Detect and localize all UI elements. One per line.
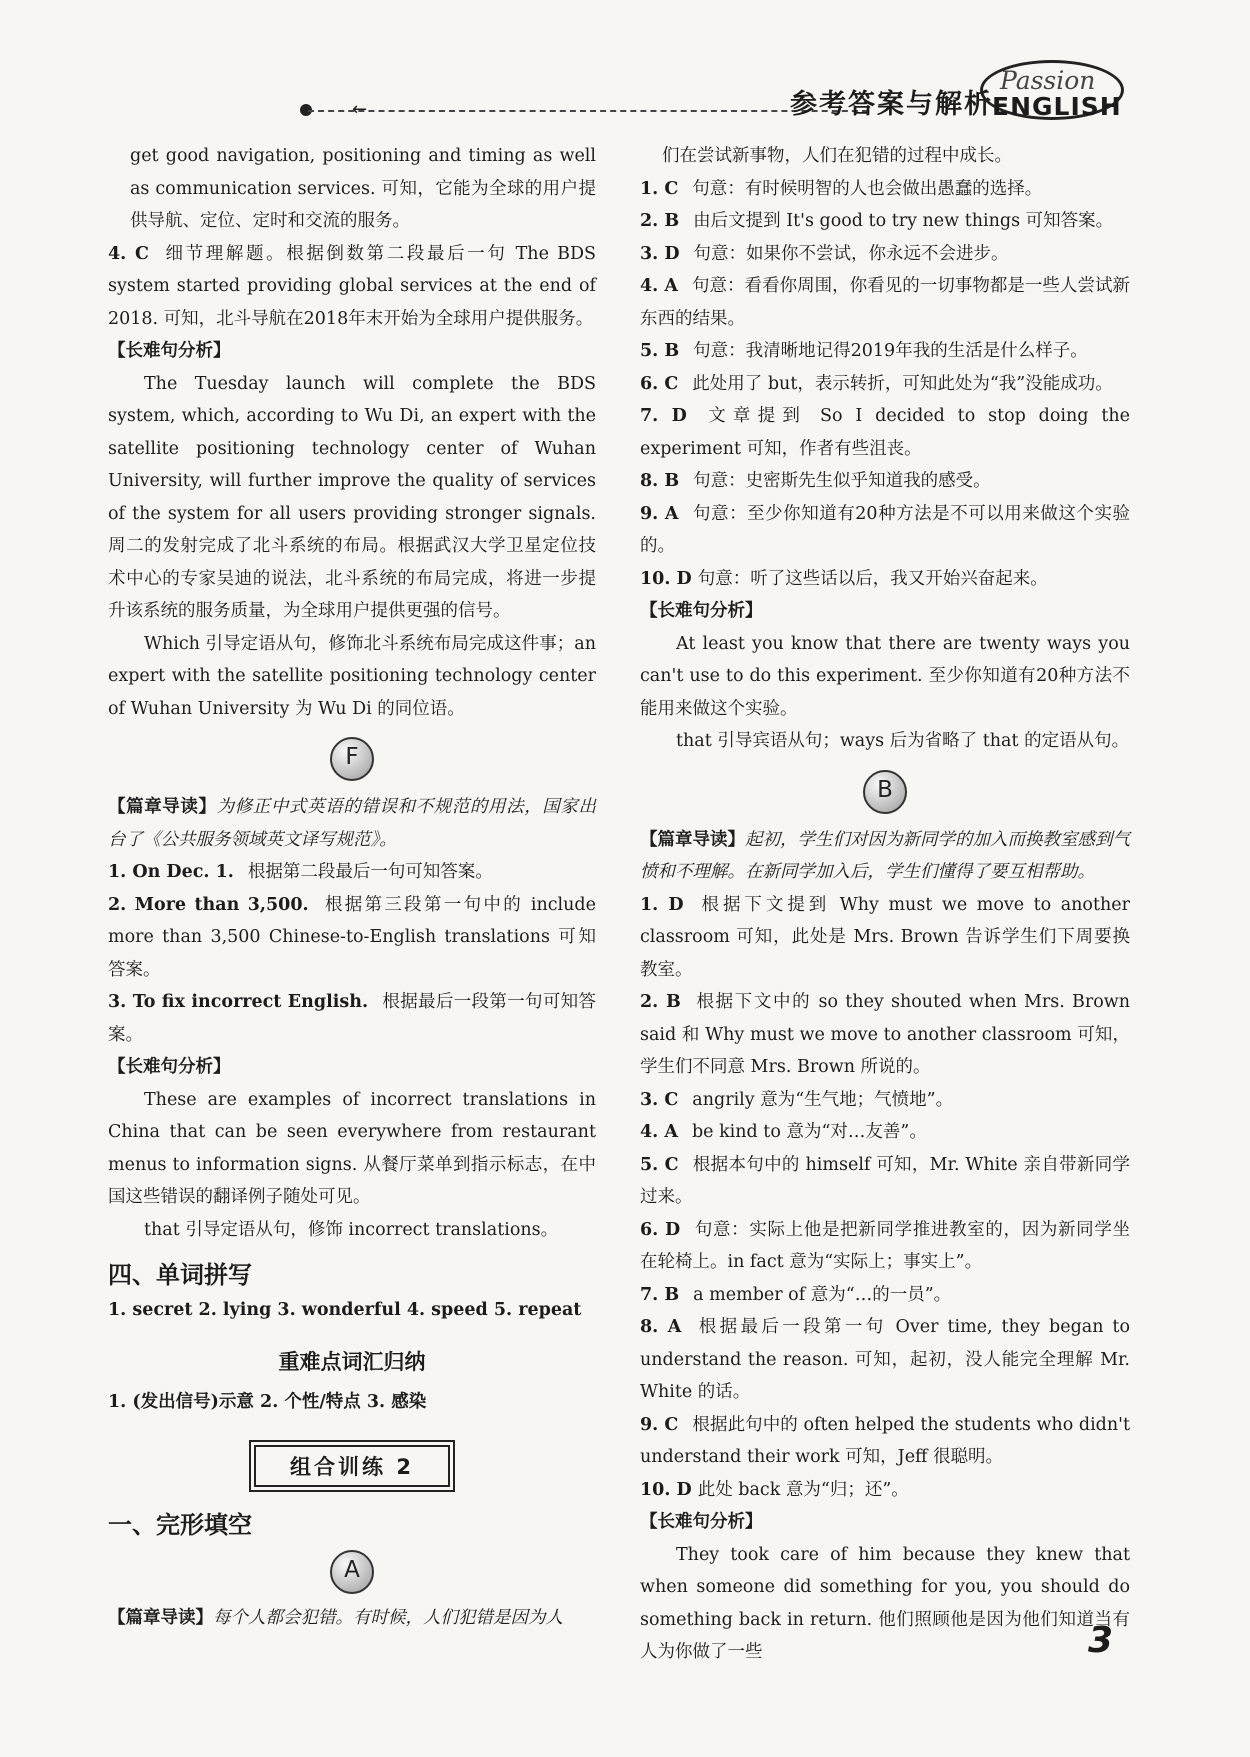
analysis-paragraph: They took care of him because they knew that when someone did something for you, you should do something back in return. 他们照顾他是因为他们知道当有人为你做了一些	[640, 1544, 1130, 1662]
training-box-title: 组合训练 2	[254, 1445, 450, 1487]
answer-number: 3. C	[640, 1089, 679, 1110]
answer-text: 此处 back 意为“归；还”。	[697, 1479, 909, 1500]
answer-number: 10. D	[640, 1479, 692, 1500]
answer-number: 1. C	[640, 178, 679, 199]
answer-text: 句意：如果你不尝试，你永远不会进步。	[693, 243, 1009, 264]
answer-number: 2. More than 3,500.	[108, 894, 309, 915]
answer-text: 句意：我清晰地记得2019年我的生活是什么样子。	[693, 341, 1088, 361]
intro-label: 【篇章导读】	[640, 829, 745, 850]
answer-item	[108, 889, 596, 987]
answer-text: 根据下文提到 Why must we move to another classroom 可知，此处是 Mrs. Brown 告诉学生们下周要换教室。	[640, 894, 1130, 980]
training-box	[108, 1440, 596, 1492]
answer-number: 8. B	[640, 471, 680, 491]
answer-item	[640, 986, 1130, 1084]
answer-number: 9. A	[640, 503, 679, 524]
answer-number: 4. C	[108, 243, 149, 264]
answer-number: 2. B	[640, 211, 680, 231]
answer-number: 5. B	[640, 341, 680, 361]
intro-text: 为修正中式英语的错误和不规范的用法，国家出台了《公共服务领域英文译写规范》。	[108, 797, 596, 850]
chapter-intro	[108, 1602, 596, 1635]
answer-text: 细节理解题。根据倒数第二段最后一句 The BDS system started providing global services at the end of 2018. 可知，北斗导航在2018年末开始为全球用户提供服务。	[108, 243, 596, 329]
answer-item	[640, 498, 1130, 563]
brand-top-text: Passion	[1000, 66, 1096, 95]
section-badge	[640, 758, 1130, 824]
answer-text: 句意：听了这些话以后，我又开始兴奋起来。	[697, 568, 1048, 589]
answer-text: 句意：实际上他是把新同学推进教室的，因为新同学坐在轮椅上。in fact 意为“实际上；事实上”。	[640, 1219, 1130, 1272]
answer-number: 1. On Dec. 1.	[108, 862, 234, 882]
analysis-paragraph: The Tuesday launch will complete the BDS system, which, according to Wu Di, an expert with the satellite positioning technology center of Wuhan University, will further improve the quality of services of the system for all users providing stronger signals. 周二的发射完成了北斗系统的布局。根据武汉大学卫星定位技术中心的专家吴迪的说法，北斗系统的布局完成，将进一步提升该系统的服务质量，为全球用户提供更强的信号。	[108, 373, 596, 621]
answer-number: 6. C	[640, 373, 679, 394]
answer-item	[640, 173, 1130, 206]
answer-text: be kind to 意为“对…友善”。	[691, 1122, 927, 1142]
answer-item	[640, 1311, 1130, 1409]
answer-item	[640, 1474, 1130, 1507]
section-badge	[108, 725, 596, 791]
vocab-heading: 重难点词汇归纳	[278, 1350, 426, 1374]
answer-item	[640, 400, 1130, 465]
answer-number: 8. A	[640, 1317, 682, 1337]
answer-text: 句意：看看你周围，你看见的一切事物都是一些人尝试新东西的结果。	[640, 276, 1130, 329]
header-divider	[308, 110, 868, 112]
spelling-answers: 1. secret 2. lying 3. wonderful 4. speed 5. repeat	[108, 1300, 582, 1320]
brand-logo	[980, 60, 1130, 122]
answer-text: 根据本句中的 himself 可知，Mr. White 亲自带新同学过来。	[640, 1154, 1130, 1207]
answer-text: 句意：史密斯先生似乎知道我的感受。	[693, 471, 991, 491]
analysis-title: 【长难句分析】	[640, 1512, 763, 1532]
answer-number: 6. D	[640, 1219, 681, 1240]
answer-text: 此处用了 but，表示转折，可知此处为“我”没能成功。	[692, 373, 1113, 394]
answer-text: 根据第二段最后一句可知答案。	[247, 862, 493, 882]
page-header	[300, 52, 1130, 122]
answer-text: 根据此句中的 often helped the students who didn't understand their work 可知，Jeff 很聪明。	[640, 1414, 1130, 1467]
badge-a-icon: A	[330, 1550, 374, 1594]
answer-text: 句意：有时候明智的人也会做出愚蠢的选择。	[692, 178, 1043, 199]
answer-text: 文章提到 So I decided to stop doing the experiment 可知，作者有些沮丧。	[640, 406, 1130, 459]
answer-number: 10. D	[640, 568, 692, 589]
answer-item	[640, 1116, 1130, 1149]
answer-item	[108, 856, 596, 889]
answer-number: 2. B	[640, 992, 681, 1012]
answer-item	[640, 465, 1130, 498]
answer-text: 根据最后一段第一句 Over time, they began to understand the reason. 可知，起初，没人能完全理解 Mr. White 的话。	[640, 1317, 1130, 1402]
answer-item	[640, 563, 1130, 596]
answer-item	[108, 986, 596, 1051]
answer-list-b	[640, 889, 1130, 1507]
answer-item	[108, 238, 596, 336]
answer-number: 5. C	[640, 1154, 679, 1175]
answer-item	[640, 238, 1130, 271]
answer-number: 1. D	[640, 894, 684, 915]
answer-item	[640, 889, 1130, 987]
badge-f-icon: F	[330, 737, 374, 781]
vocab-answers: 1. (发出信号)示意 2. 个性/特点 3. 感染	[108, 1392, 427, 1412]
answer-number: 3. To fix incorrect English.	[108, 992, 369, 1012]
answer-item	[640, 1084, 1130, 1117]
answer-text: 根据下文中的 so they shouted when Mrs. Brown said 和 Why must we move to another classroom 可知，学生们不同意 Mrs. Brown 所说的。	[640, 992, 1131, 1077]
intro-text: 每个人都会犯错。有时候，人们犯错是因为人	[213, 1608, 563, 1628]
chapter-intro	[108, 791, 596, 856]
right-column	[640, 140, 1130, 1669]
chapter-intro	[640, 824, 1130, 889]
analysis-paragraph: At least you know that there are twenty ways you can't use to do this experiment. 至少你知道有20种方法不能用来做这个实验。	[640, 633, 1130, 719]
section-heading-cloze: 一、完形填空	[108, 1511, 252, 1539]
answer-text: 句意：至少你知道有20种方法是不可以用来做这个实验的。	[640, 503, 1130, 556]
answer-number: 4. A	[640, 1122, 678, 1142]
answer-number: 9. C	[640, 1414, 679, 1435]
answer-item	[640, 205, 1130, 238]
answer-item	[640, 368, 1130, 401]
badge-b-icon: B	[863, 770, 907, 814]
analysis-title: 【长难句分析】	[640, 601, 763, 621]
analysis-paragraph: These are examples of incorrect translations in China that can be seen everywhere from restaurant menus to information signs. 从餐厅菜单到指示标志，在中国这些错误的翻译例子随处可见。	[108, 1089, 596, 1207]
page-number: 3	[1088, 1620, 1114, 1661]
analysis-title: 【长难句分析】	[108, 341, 231, 361]
intro-text: 起初，学生们对因为新同学的加入而换教室感到气愤和不理解。在新同学加入后，学生们懂得了要互相帮助。	[640, 829, 1130, 882]
answer-item	[640, 1214, 1130, 1279]
answer-item	[640, 1279, 1130, 1312]
answer-text: a member of 意为“…的一员”。	[693, 1284, 952, 1305]
arrow-left-icon: ←	[352, 99, 368, 120]
answer-item	[640, 270, 1130, 335]
analysis-title: 【长难句分析】	[108, 1057, 231, 1077]
answer-number: 3. D	[640, 243, 680, 264]
left-column	[108, 140, 596, 1635]
intro-label: 【篇章导读】	[108, 1608, 213, 1628]
answer-item	[640, 1149, 1130, 1214]
answer-list-a	[640, 173, 1130, 596]
answer-item	[640, 335, 1130, 368]
answer-item	[640, 1409, 1130, 1474]
analysis-paragraph: that 引导定语从句，修饰 incorrect translations。	[144, 1219, 559, 1240]
section-heading-spelling: 四、单词拼写	[108, 1261, 252, 1289]
header-title: 参考答案与解析	[790, 89, 993, 120]
answer-number: 7. D	[640, 406, 687, 426]
answer-number: 7. B	[640, 1284, 680, 1305]
continued-text: 们在尝试新事物，人们在犯错的过程中成长。	[662, 146, 1012, 166]
answer-text: 由后文提到 It's good to try new things 可知答案。	[693, 211, 1114, 231]
answer-number: 4. A	[640, 276, 678, 296]
analysis-paragraph: that 引导宾语从句；ways 后为省略了 that 的定语从句。	[676, 731, 1130, 751]
answer-text: 根据第三段第一句中的 include more than 3,500 Chinese-to-English translations 可知答案。	[108, 894, 596, 980]
continued-text: get good navigation, positioning and timing as well as communication services. 可知，它能为全球的用户提供导航、定位、定时和交流的服务。	[130, 146, 596, 231]
intro-label: 【篇章导读】	[108, 797, 217, 817]
brand-bottom-text: ENGLISH	[992, 92, 1122, 121]
analysis-paragraph: Which 引导定语从句，修饰北斗系统布局完成这件事；an expert with the satellite positioning technology center of Wuhan University 为 Wu Di 的同位语。	[108, 633, 596, 719]
answer-text: 根据最后一段第一句可知答案。	[108, 992, 597, 1045]
answer-text: angrily 意为“生气地；气愤地”。	[692, 1089, 954, 1110]
section-badge	[108, 1544, 596, 1602]
